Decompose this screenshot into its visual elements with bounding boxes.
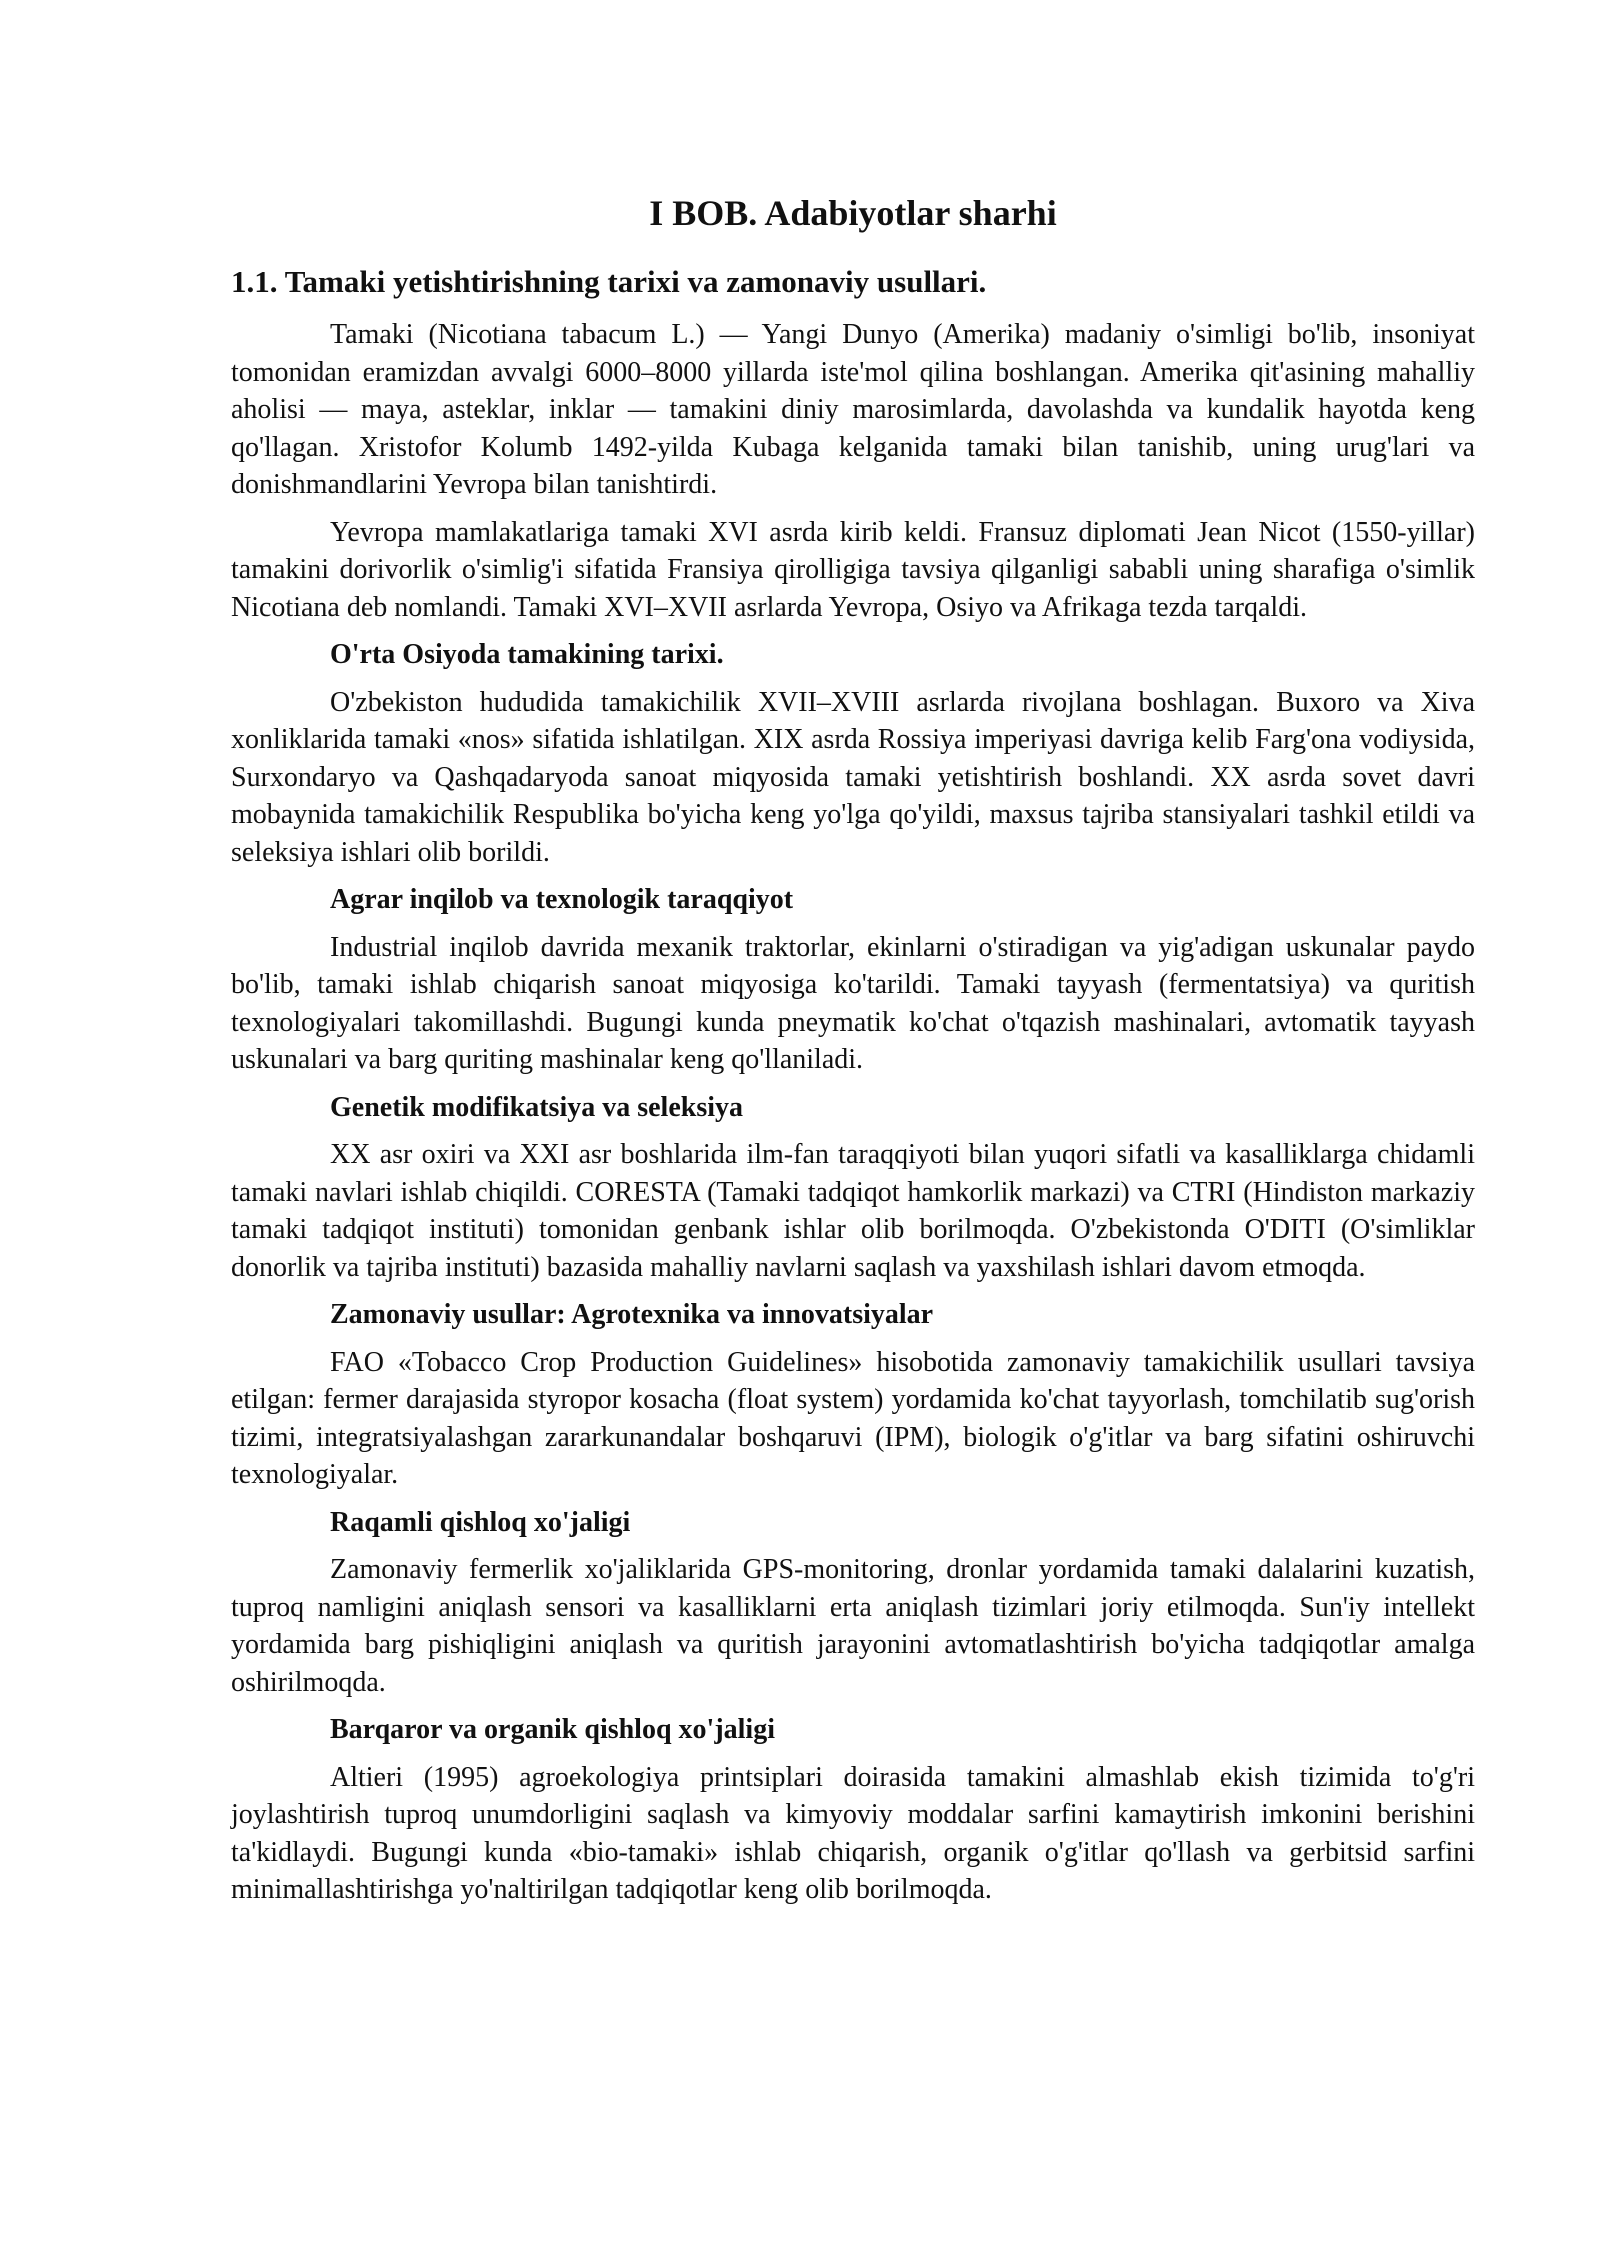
section-title: 1.1. Tamaki yetishtirishning tarixi va zamonaviy usullari. <box>231 264 987 299</box>
subheading-genetic-selection: Genetik modifikatsiya va seleksiya <box>330 1091 744 1123</box>
paragraph-uzbekistan-history: O'zbekiston hududida tamakichilik XVII–XVIII asrlarda rivojlana boshlagan. Buxoro va Xiva xonliklarida tamaki «nos» sifatida ishlatilgan. XIX asrda Rossiya imperiyasi davriga kelib Farg'ona vodiysida, Surxondaryo va Qashqadaryoda sanoat miqyosida tamaki yetishtirish boshlandi. XX asrda sovet davri mobaynida tamakichilik Respublika bo'yicha keng yo'lga qo'yildi, maxsus tajriba stansiyalari tashkil etildi va seleksiya ishlari olib borildi. <box>231 686 1475 868</box>
subheading-organic-agriculture: Barqaror va organik qishloq xo'jaligi <box>330 1714 775 1745</box>
paragraph-industrial-revolution: Industrial inqilob davrida mexanik traktorlar, ekinlarni o'stiradigan va yig'adigan uskunalar paydo bo'lib, tamaki ishlab chiqarish sanoat miqyosiga ko'tarildi. Tamaki tayyash (fermentatsiya) va quritish texnologiyalari takomillashdi. Bugungi kunda pneymatik ko'chat o'tqazish mashinalari, avtomatik tayyash uskunalari va barg quriting mashinalar keng qo'llaniladi. <box>231 931 1475 1075</box>
subheading-modern-methods: Zamonaviy usullar: Agrotexnika va innovatsiyalar <box>330 1299 934 1330</box>
subheading-digital-agriculture: Raqamli qishloq xo'jaligi <box>330 1506 631 1538</box>
paragraph-organic-agriculture: Altieri (1995) agroekologiya printsiplari doirasida tamakini almashlab ekish tizimida to'g'ri joylashtirish tuproq unumdorligini saqlash va kimyoviy moddalar sarfini kamaytirish imkonini berishini ta'kidlaydi. Bugungi kunda «bio-tamaki» ishlab chiqarish, organik o'g'itlar qo'llash va gerbitsid sarfini minimallashtirishga yo'naltirilgan tadqiqotlar keng olib borilmoqda. <box>231 1761 1475 1905</box>
paragraph-digital-agriculture: Zamonaviy fermerlik xo'jaliklarida GPS-monitoring, dronlar yordamida tamaki dalalarini kuzatish, tuproq namligini aniqlash sensori va kasalliklarni erta aniqlash tizimlari joriy etilmoqda. Sun'iy intellekt yordamida barg pishiqligini aniqlash va quritish jarayonini avtomatlashtirish bo'yicha tadqiqotlar amalga oshirilmoqda. <box>231 1554 1475 1698</box>
paragraph-europe-spread: Yevropa mamlakatlariga tamaki XVI asrda kirib keldi. Fransuz diplomati Jean Nicot (1550-yillar) tamakini dorivorlik o'simlig'i sifatida Fransiya qirolligiga tavsiya qilganligi sababli uning sharafiga o'simlik Nicotiana deb nomlandi. Tamaki XVI–XVII asrlarda Yevropa, Osiyo va Afrikaga tezda tarqaldi. <box>231 516 1475 623</box>
subheading-central-asia: O'rta Osiyoda tamakining tarixi. <box>330 639 724 670</box>
document-body <box>231 190 1475 1919</box>
subheading-agrarian-revolution: Agrar inqilob va texnologik taraqqiyot <box>330 884 794 915</box>
chapter-title: I BOB. Adabiyotlar sharhi <box>649 193 1057 233</box>
paragraph-genetic-selection: XX asr oxiri va XXI asr boshlarida ilm-fan taraqqiyoti bilan yuqori sifatli va kasalliklarga chidamli tamaki navlari ishlab chiqildi. CORESTA (Tamaki tadqiqot hamkorlik markazi) va CTRI (Hindiston markaziy tamaki tadqiqot instituti) tomonidan genbank ishlar olib borilmoqda. O'zbekistonda O'DITI (O'simliklar donorlik va tajriba instituti) bazasida mahalliy navlarni saqlash va yaxshilash ishlari davom etmoqda. <box>231 1139 1475 1283</box>
paragraph-tobacco-origin: Tamaki (Nicotiana tabacum L.) — Yangi Dunyo (Amerika) madaniy o'simligi bo'lib, insoniyat tomonidan eramizdan avvalgi 6000–8000 yillarda iste'mol qilina boshlangan. Amerika qit'asining mahalliy aholisi — maya, asteklar, inklar — tamakini diniy marosimlarda, davolashda va kundalik hayotda keng qo'llagan. Xristofor Kolumb 1492-yilda Kubaga kelganida tamaki bilan tanishib, uning urug'lari va donishmandlarini Yevropa bilan tanishtirdi. <box>231 319 1475 500</box>
paragraph-modern-methods: FAO «Tobacco Crop Production Guidelines» hisobotida zamonaviy tamakichilik usullari tavsiya etilgan: fermer darajasida styropor kosacha (float system) yordamida ko'chat tayyorlash, tomchilatib sug'orish tizimi, integratsiyalashgan zararkunandalar boshqaruvi (IPM), biologik o'g'itlar va barg sifatini oshiruvchi texnologiyalar. <box>231 1346 1475 1490</box>
